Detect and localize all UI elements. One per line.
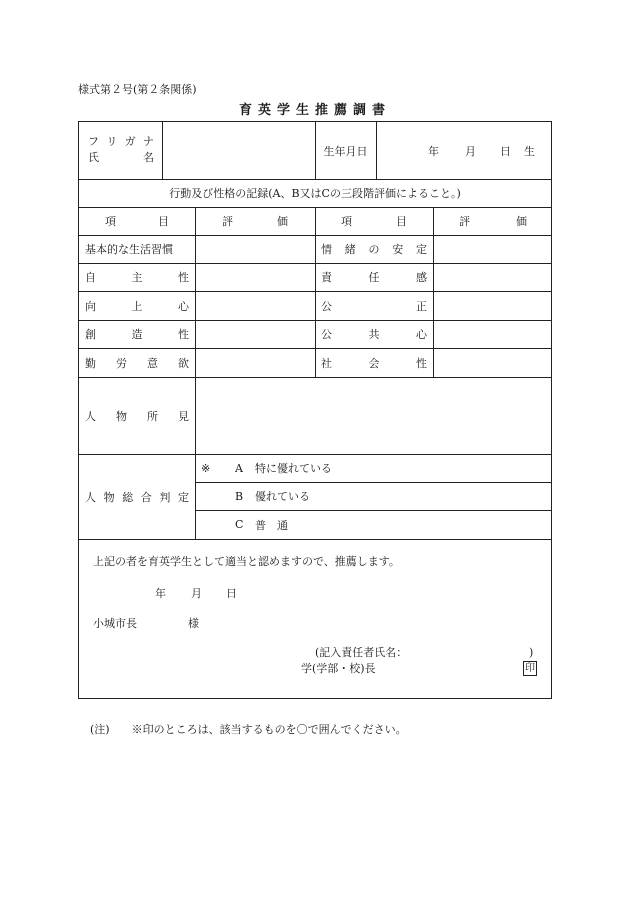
item-header-right-1: 項: [341, 215, 352, 228]
row-3-left-char-2: 上: [131, 299, 143, 313]
behavior-section-title: 行動及び性格の記録(A、B又はCの三段階評価によること。): [169, 187, 461, 200]
option-a-letter: A: [235, 461, 243, 475]
item-header-2: 目: [158, 215, 169, 228]
rating-header-2: 価: [277, 215, 288, 228]
row-5-right-char-2: 会: [368, 356, 380, 370]
overall-label-2: 物: [103, 490, 115, 504]
personality-label-2: 物: [116, 409, 127, 423]
row-1-right-char-3: の: [368, 243, 380, 256]
option-b-text: 優れている: [255, 490, 310, 503]
addressee: 小城市長: [93, 617, 137, 630]
row-4-right-char-1: 公: [321, 328, 332, 341]
birth-suffix: 生: [524, 144, 535, 158]
row-1-right-char-4: 安: [392, 243, 404, 256]
row-1-left-label: 基本的な生活習慣: [85, 243, 173, 256]
addressee-honorific: 様: [188, 617, 199, 630]
recommendation-statement: 上記の者を育英学生として適当と認めますので、推薦します。: [93, 555, 400, 568]
page-title: 育英学生推薦調書: [238, 103, 391, 118]
overall-label-1: 人: [85, 490, 96, 504]
date-year: 年: [155, 587, 166, 600]
row-5-right-char-1: 社: [321, 356, 332, 370]
birth-month: 月: [465, 144, 476, 158]
option-c-letter: C: [235, 518, 244, 531]
birth-day: 日: [500, 144, 511, 158]
principal-label: 学(学部・校)長: [301, 662, 376, 675]
row-3-right-char-1: 公: [321, 299, 332, 313]
row-2-right-char-3: 感: [416, 271, 427, 284]
row-1-right-char-5: 定: [416, 243, 427, 256]
option-a-text: 特に優れている: [255, 462, 332, 475]
row-1-right-char-1: 情: [321, 243, 332, 256]
row-3-left-char-3: 心: [178, 299, 189, 313]
overall-label-3: 総: [122, 490, 134, 504]
birth-year: 年: [428, 144, 439, 158]
birthdate-label: 生年月日: [323, 144, 368, 158]
rating-header-right-2: 価: [516, 215, 527, 228]
overall-label-6: 定: [177, 490, 189, 504]
recommendation-form: [78, 121, 552, 699]
personality-label-1: 人: [85, 409, 96, 423]
seal-mark: 印: [525, 663, 535, 674]
footnote: (注) ※印のところは、該当するものを〇で囲んでください。: [90, 723, 407, 736]
name-label-1: 氏: [88, 151, 99, 164]
date-month: 月: [191, 587, 202, 600]
row-2-left-char-1: 自: [85, 271, 96, 284]
option-b-letter: B: [235, 489, 244, 503]
row-5-left-char-4: 欲: [178, 356, 189, 370]
row-2-left-char-3: 性: [178, 271, 189, 284]
option-c-text: 普 通: [255, 518, 288, 532]
row-2-left-char-2: 主: [131, 271, 143, 284]
name-label-2: 名: [143, 151, 154, 164]
row-5-left-char-1: 勤: [85, 356, 96, 370]
furigana-label-4: ナ: [142, 135, 154, 148]
recorder-close: ): [529, 645, 534, 659]
item-header-right-2: 目: [396, 215, 407, 228]
row-4-right-char-3: 心: [416, 328, 427, 341]
row-4-left-char-3: 性: [178, 328, 189, 341]
row-3-right-char-2: 正: [416, 299, 427, 313]
row-5-left-char-3: 意: [147, 356, 158, 370]
form-number: 様式第２号(第２条関係): [78, 83, 197, 96]
row-2-right-char-2: 任: [368, 271, 380, 284]
rating-header-right-1: 評: [459, 215, 470, 228]
row-3-left-char-1: 向: [85, 299, 96, 313]
row-4-right-char-2: 共: [368, 328, 380, 341]
asterisk-mark: ※: [201, 461, 211, 475]
rating-header-1: 評: [222, 215, 233, 228]
row-5-left-char-2: 労: [116, 356, 127, 370]
row-4-left-char-2: 造: [131, 328, 143, 341]
row-2-right-char-1: 責: [321, 271, 332, 284]
furigana-label-3: ガ: [124, 135, 136, 148]
furigana-label-1: フ: [88, 135, 99, 148]
date-day: 日: [226, 587, 237, 600]
recorder-label: (記入責任者氏名：: [315, 646, 408, 659]
overall-label-5: 判: [159, 490, 171, 504]
overall-label-4: 合: [140, 490, 152, 504]
row-1-right-char-2: 緒: [344, 243, 356, 256]
personality-label-4: 見: [178, 409, 189, 423]
personality-label-3: 所: [147, 409, 158, 423]
item-header-1: 項: [105, 215, 116, 228]
furigana-label-2: リ: [106, 135, 118, 148]
row-4-left-char-1: 創: [85, 328, 96, 341]
row-5-right-char-3: 性: [416, 356, 427, 370]
